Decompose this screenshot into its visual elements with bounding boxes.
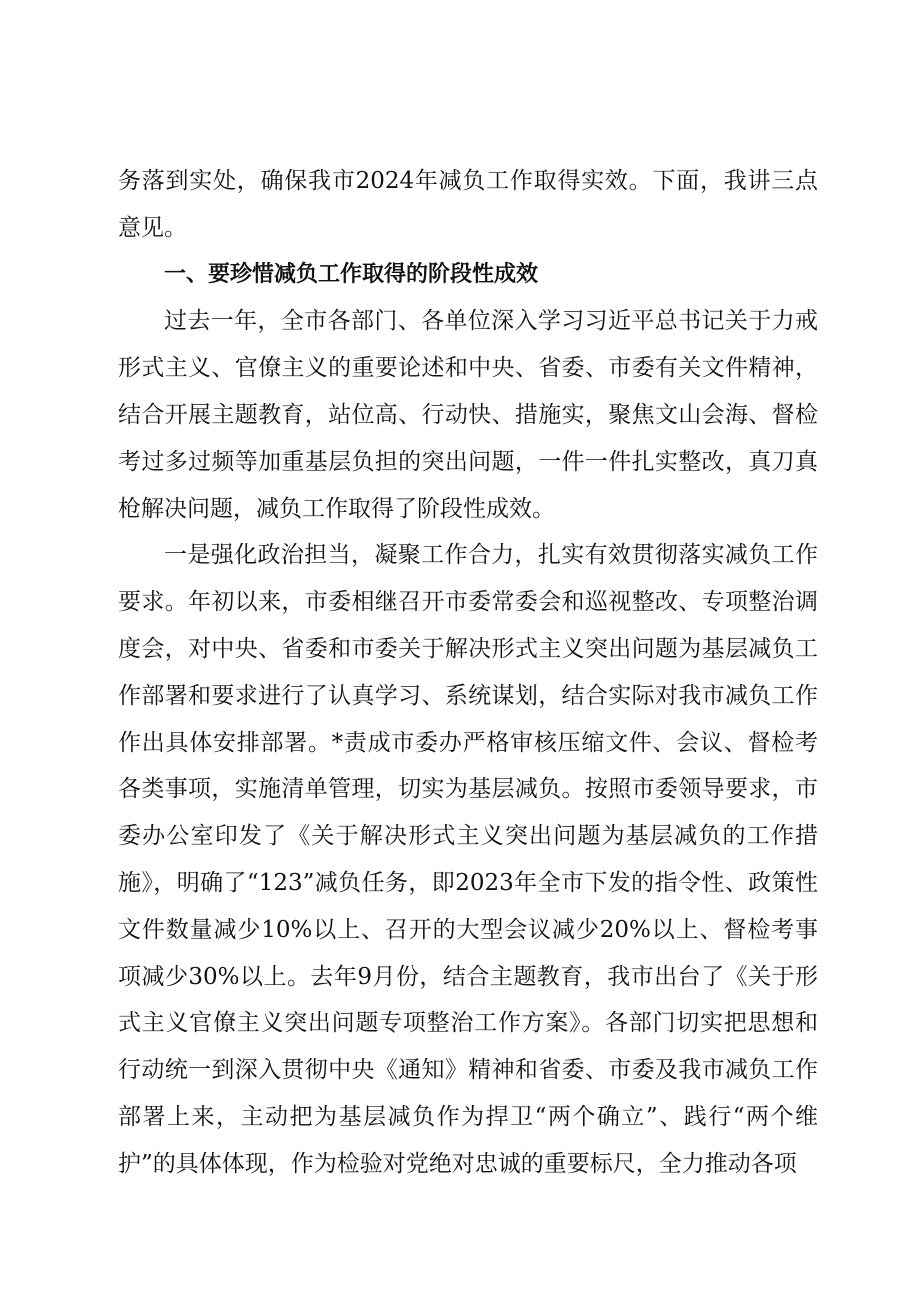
body-paragraph: 务落到实处，确保我市2024年减负工作取得实效。下面，我讲三点意见。	[118, 168, 818, 241]
section-heading: 一、要珍惜减负工作取得的阶段性成效	[164, 261, 539, 287]
document-body	[118, 158, 818, 1188]
body-paragraph: 过去一年，全市各部门、各单位深入学习习近平总书记关于力戒形式主义、官僚主义的重要论述和中央、省委、市委有关文件精神，结合开展主题教育，站位高、行动快、措施实，聚焦文山会海、督检考过多过频等加重基层负担的突出问题，一件一件扎实整改，真刀真枪解决问题，减负工作取得了阶段性成效。	[118, 308, 818, 522]
body-paragraph: 一是强化政治担当，凝聚工作合力，扎实有效贯彻落实减负工作要求。年初以来，市委相继召开市委常委会和巡视整改、专项整治调度会，对中央、省委和市委关于解决形式主义突出问题为基层减负工作部署和要求进行了认真学习、系统谋划，结合实际对我市减负工作作出具体安排部署。*责成市委办严格审核压缩文件、会议、督检考各类事项，实施清单管理，切实为基层减负。按照市委领导要求，市委办公室印发了《关于解决形式主义突出问题为基层减负的工作措施》，明确了“123”减负任务，即2023年全市下发的指令性、政策性文件数量减少10%以上、召开的大型会议减少20%以上、督检考事项减少30%以上。去年9月份，结合主题教育，我市出台了《关于形式主义官僚主义突出问题专项整治工作方案》。各部门切实把思想和行动统一到深入贯彻中央《通知》精神和省委、市委及我市减负工作部署上来，主动把为基层减负作为捍卫“两个确立”、践行“两个维护”的具体体现，作为检验对党绝对忠诚的重要标尺，全力推动各项	[118, 542, 818, 1177]
